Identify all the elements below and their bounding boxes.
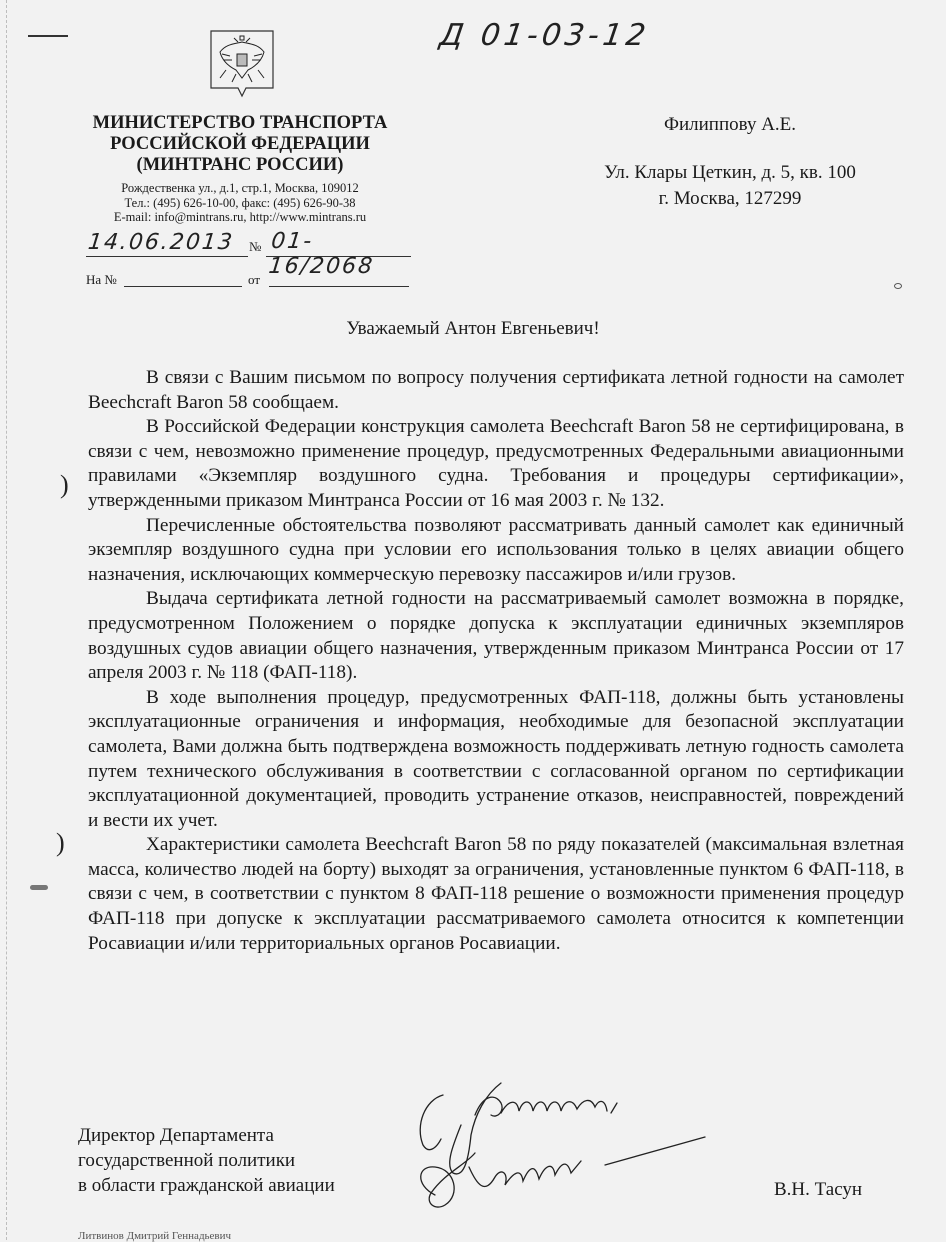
ministry-name	[70, 113, 410, 176]
body-paragraph: В ходе выполнения процедур, предусмотренных ФАП-118, должны быть установлены эксплуатационные ограничения и информация, необходимые для безопасной эксплуатации самолета, Вами должна быть подтверждена возможность поддерживать летную годность самолета путем технического обслуживания в соответствии с согласованной органом по сертификации эксплуатационной документацией, проводить устранение отказов, неисправностей, повреждений и вести их учет.	[88, 686, 904, 831]
registration-number-field	[266, 229, 411, 279]
scan-edge	[6, 0, 8, 1240]
signatory-title-line: в области гражданской авиации	[78, 1175, 335, 1196]
scan-speck	[894, 283, 902, 289]
ministry-line: (МИНТРАНС РОССИИ)	[136, 155, 344, 175]
russian-coat-of-arms-icon	[210, 30, 274, 98]
reply-number-label: На №	[86, 272, 117, 287]
signatory-name: В.Н. Тасун	[774, 1179, 863, 1200]
sender-contacts	[70, 181, 410, 225]
reply-date-blank	[269, 286, 409, 287]
registration-line	[86, 229, 411, 279]
registration-number: 01-16/2068	[267, 229, 376, 279]
signatory-title	[78, 1123, 335, 1198]
reply-number-blank	[124, 286, 242, 287]
executor-line-partial: Литвинов Дмитрий Геннадьевич	[78, 1230, 232, 1242]
body-paragraph: Перечисленные обстоятельства позволяют рассматривать данный самолет как единичный экземпляр воздушного судна при условии его использования только в целях авиации общего назначения, исключающих коммерческую перевозку пассажиров и/или грузов.	[88, 514, 904, 585]
body-paragraph: Выдача сертификата летной годности на рассматриваемый самолет возможна в порядке, предусмотренном Положением о порядке допуска к эксплуатации единичных экземпляров воздушных судов авиации общего назначения, утвержденным приказом Минтранса России от 17 апреля 2003 г. № 118 (ФАП-118).	[88, 588, 904, 684]
greeting: Уважаемый Антон Евгеньевич!	[346, 318, 600, 339]
signatory-title-line: Директор Департамента	[78, 1125, 274, 1146]
ministry-line: РОССИЙСКОЙ ФЕДЕРАЦИИ	[110, 134, 370, 154]
ministry-line: МИНИСТЕРСТВО ТРАНСПОРТА	[92, 113, 388, 133]
registration-date: 14.06.2013	[86, 230, 236, 255]
sender-address: Рождественка ул., д.1, стр.1, Москва, 109012	[121, 181, 359, 195]
sender-phone: Тел.: (495) 626-10-00, факс: (495) 626-90-38	[124, 195, 356, 210]
body-paragraph: В Российской Федерации конструкция самолета Beechcraft Baron 58 не сертифицирована, в связи с чем, невозможно применение процедур, предусмотренных Федеральными авиационными правилами «Экземпляр воздушного судна. Требования и процедуры сертификации», утвержденными приказом Минтранса России от 16 мая 2003 г. № 132.	[88, 416, 904, 511]
recipient-street: Ул. Клары Цеткин, д. 5, кв. 100	[604, 162, 856, 183]
reply-reference-line	[86, 272, 411, 290]
signatory-title-line: государственной политики	[78, 1150, 296, 1171]
margin-bracket-mark: )	[60, 470, 69, 499]
recipient-block	[560, 112, 900, 212]
number-label: №	[249, 239, 262, 254]
reply-from-label: от	[248, 272, 261, 287]
registration-date-field	[86, 231, 248, 257]
recipient-city: г. Москва, 127299	[658, 188, 802, 209]
closing-handwritten	[405, 1055, 406, 1056]
letter-body	[88, 366, 904, 956]
handwritten-reference: Д 01-03-12	[437, 18, 652, 53]
top-left-mark	[28, 35, 68, 37]
body-paragraph: В связи с Вашим письмом по вопросу получения сертификата летной годности на самолет Beechcraft Baron 58 сообщаем.	[88, 367, 904, 413]
sender-web: E-mail: info@mintrans.ru, http://www.mintrans.ru	[113, 210, 367, 224]
recipient-name: Филиппову А.Е.	[663, 114, 797, 135]
handwritten-signature	[405, 1055, 715, 1225]
margin-bracket-mark: )	[56, 828, 65, 857]
ink-smudge	[30, 885, 48, 890]
body-paragraph: Характеристики самолета Beechcraft Baron 58 по ряду показателей (максимальная взлетная масса, количество людей на борту) выходят за ограничения, установленные пунктом 6 ФАП-118, в связи с чем, в соответствии с пунктом 8 ФАП-118 решение о возможности применения процедур ФАП-118 при допуске к эксплуатации рассматриваемого самолета относится к компетенции Росавиации и/или территориальных органов Росавиации.	[88, 834, 904, 954]
